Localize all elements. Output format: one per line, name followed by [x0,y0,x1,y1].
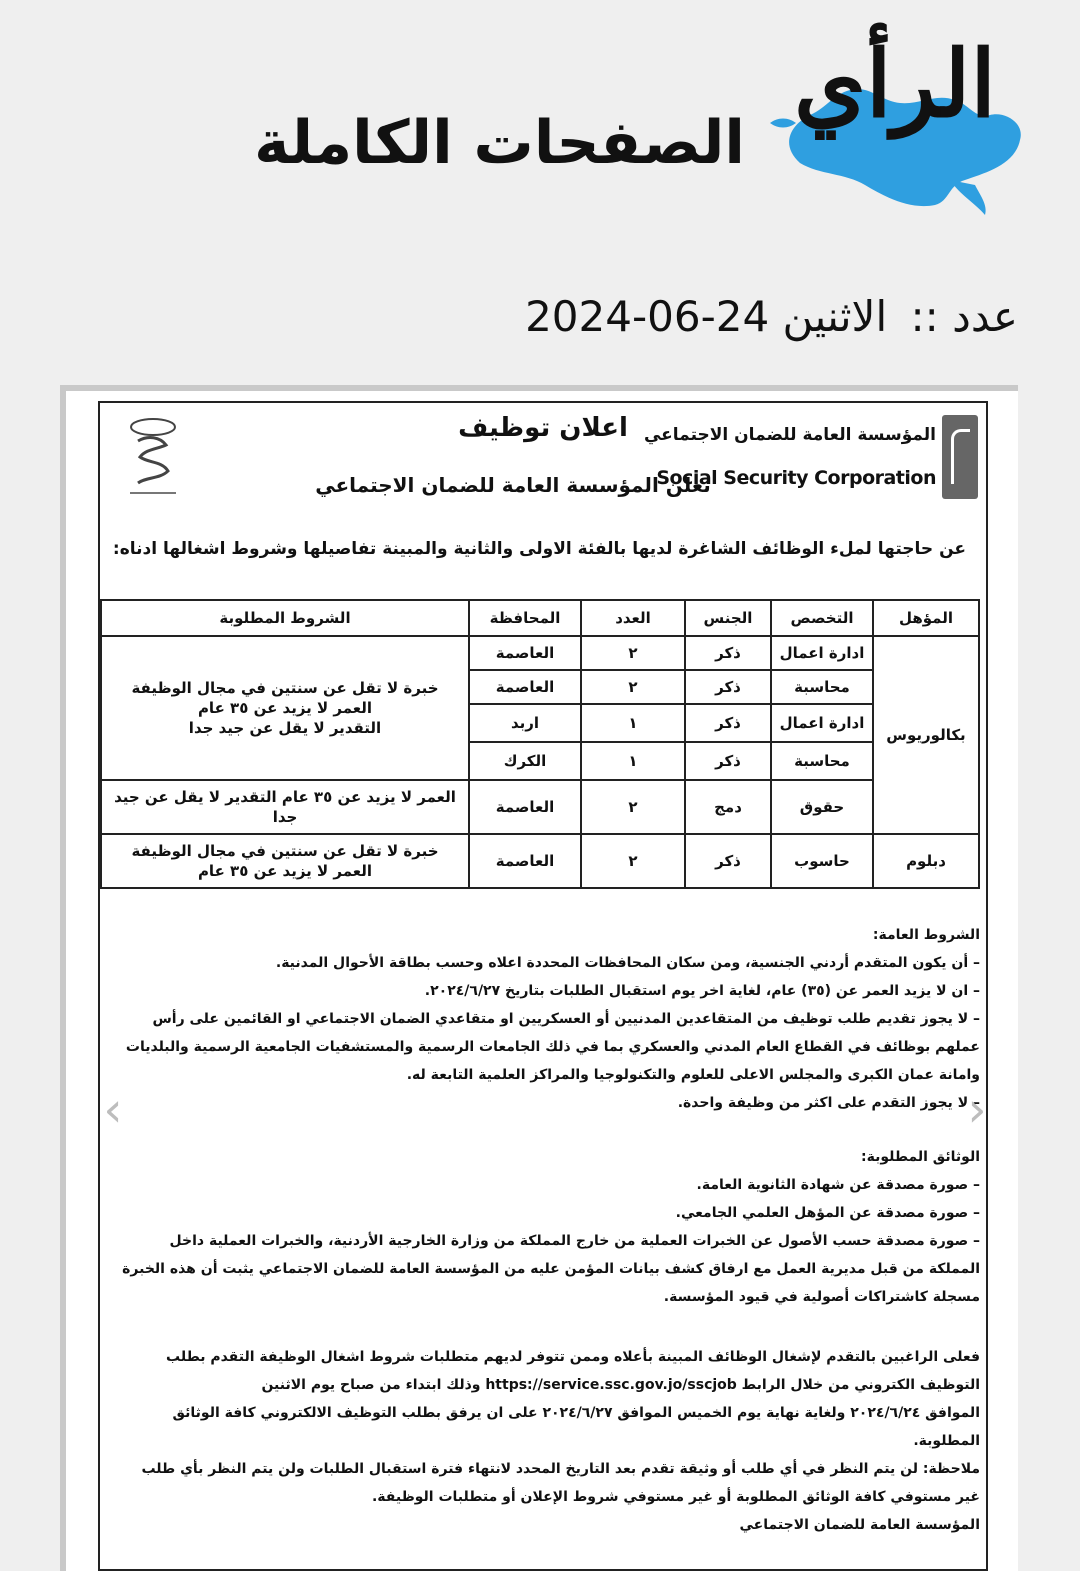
general-conditions [106,921,980,1117]
general-condition: – لا يجوز التقدم على اكثر من وظيفة واحدة. [677,1095,980,1111]
apply-line: فعلى الراغبين بالتقدم لإشغال الوظائف المبينة بأعلاه وممن تتوفر لديهم متطلبات شروط اشغال الوظيفة التقدم بطلب [166,1349,980,1365]
condition-line: خبرة لا تقل عن سنتين في مجال الوظيفة [131,841,439,860]
col-header-conditions: الشروط المطلوبة [101,600,469,636]
table-row [101,780,979,834]
document-item: مسجلة كاشتراكات أصولية في قيود المؤسسة. [663,1289,980,1305]
cell-count: ٢ [581,834,685,888]
general-condition: وامانة عمان الكبرى والمجلس الاعلى للعلوم والتكنولوجيا والمراكز العلمية التابعة له. [406,1067,980,1083]
cell-governorate: اربد [469,704,581,742]
ad-subtitle: تعلن المؤسسة العامة للضمان الاجتماعي [315,473,711,497]
ad-intro: عن حاجتها لملء الوظائف الشاغرة لديها بالفئة الاولى والثانية والمبينة تفاصيلها وشروط اشغالها ادناه: [112,539,966,559]
cell-count: ٢ [581,670,685,704]
cell-major: محاسبة [771,670,873,704]
qualification-diploma: دبلوم [873,834,979,888]
general-condition: – لا يجوز تقديم طلب توظيف من المتقاعدين المدنيين أو العسكريين او متقاعدي الضمان الاجتماعي او القائمين على رأس [152,1011,980,1027]
cell-major: ادارة اعمال [771,704,873,742]
cell-count: ٢ [581,780,685,834]
cell-major: محاسبة [771,742,873,780]
ad-title: اعلان توظيف [458,413,628,443]
cell-count: ٢ [581,636,685,670]
cell-governorate: العاصمة [469,834,581,888]
cell-gender: ذكر [685,636,771,670]
application-instructions [106,1343,980,1539]
col-header-governorate: المحافظة [469,600,581,636]
page-viewer[interactable] [60,385,1018,1571]
issue-line [525,292,1018,341]
cell-major: حقوق [771,780,873,834]
general-conditions-heading: الشروط العامة: [872,927,980,943]
issue-date: 2024-06-24 [525,292,770,341]
col-header-major: التخصص [771,600,873,636]
document-item: – صورة مصدقة حسب الأصول عن الخبرات العملية من خارج المملكة من وزارة الخارجية الأردنية، والخبرات العملية داخل [169,1233,980,1249]
required-documents [106,1143,980,1311]
document-item: المملكة من قبل مديرية العمل مع ارفاق كشف بيانات المؤمن عليه من المؤسسة العامة للضمان الاجتماعي يثبت أن هذه الخبرة [122,1261,980,1277]
qualification-bachelor: بكالوريوس [873,636,979,834]
conditions-law: العمر لا يزيد عن ٣٥ عام التقدير لا يقل عن جيد جدا [101,780,469,834]
jobs-table [100,599,980,889]
apply-line: المطلوبة. [913,1433,980,1449]
cell-gender: ذكر [685,704,771,742]
next-page-arrow-icon[interactable]: › [967,1082,987,1138]
issue-label: عدد :: [910,292,1018,341]
general-condition: – ان لا يزيد العمر عن (٣٥) عام، لغاية اخر يوم استقبال الطلبات بتاريخ ٢٠٢٤/٦/٢٧. [424,983,980,999]
condition-line: العمر لا يزيد عن ٣٥ عام [197,862,373,880]
cell-major: حاسوب [771,834,873,888]
cell-gender: ذكر [685,670,771,704]
table-header-row [101,600,979,636]
alrai-logo-text: الرأي [794,30,996,138]
cell-gender: دمج [685,780,771,834]
job-advertisement [98,401,988,1571]
general-condition: عملهم بوظائف في القطاع العام المدني والعسكري بما في ذلك الجامعات الرسمية والمستشفيات الجامعية الرسمية والبلديات [125,1039,980,1055]
cell-major: ادارة اعمال [771,636,873,670]
col-header-count: العدد [581,600,685,636]
ssc-name-ar: المؤسسة العامة للضمان الاجتماعي [643,425,936,445]
note-line: ملاحظة: لن يتم النظر في أي طلب أو وثيقة تقدم بعد التاريخ المحدد لانتهاء فترة استقبال الطلبات ولن يتم النظر بأي طلب [141,1461,980,1477]
apply-line: الموافق ٢٠٢٤/٦/٢٤ ولغاية نهاية يوم الخميس الموافق ٢٠٢٤/٦/٢٧ على ان يرفق بطلب التوظيف الالكتروني كافة الوثائق [172,1405,980,1421]
condition-line: العمر لا يزيد عن ٣٥ عام [197,698,373,717]
col-header-qualification: المؤهل [873,600,979,636]
cell-governorate: الكرك [469,742,581,780]
conditions-diploma [101,834,469,888]
previous-page-arrow-icon[interactable]: ‹ [103,1082,123,1138]
document-item: – صورة مصدقة عن المؤهل العلمي الجامعي. [675,1205,980,1221]
required-documents-heading: الوثائق المطلوبة: [860,1149,980,1165]
general-condition: – أن يكون المتقدم أردني الجنسية، ومن سكان المحافظات المحددة اعلاه وحسب بطاقة الأحوال المدنية. [275,955,980,971]
cell-governorate: العاصمة [469,670,581,704]
cell-governorate: العاصمة [469,780,581,834]
cell-count: ١ [581,742,685,780]
issue-day: الاثنين [782,292,888,341]
app-header [0,0,1080,341]
ssc-name-en: Social Security Corporation [656,467,936,489]
ad-signature: المؤسسة العامة للضمان الاجتماعي [739,1517,980,1533]
col-header-gender: الجنس [685,600,771,636]
cell-gender: ذكر [685,834,771,888]
apply-line: التوظيف الكتروني من خلال الرابط https://service.ssc.gov.jo/sscjob وذلك ابتداء من صباح يوم الاثنين [261,1377,980,1393]
note-line: غير مستوفي كافة الوثائق المطلوبة أو غير مستوفي شروط الإعلان أو متطلبات الوظيفة. [371,1489,980,1505]
document-item: – صورة مصدقة عن شهادة الثانوية العامة. [696,1177,980,1193]
cell-count: ١ [581,704,685,742]
cell-gender: ذكر [685,742,771,780]
cell-governorate: العاصمة [469,636,581,670]
condition-line: خبرة لا تقل عن سنتين في مجال الوظيفة [131,678,439,697]
page-title: الصفحات الكاملة [254,108,745,178]
conditions-group-1 [101,636,469,780]
table-row [101,636,979,670]
table-row [101,834,979,888]
condition-line: التقدير لا يقل عن جيد جدا [188,719,382,738]
